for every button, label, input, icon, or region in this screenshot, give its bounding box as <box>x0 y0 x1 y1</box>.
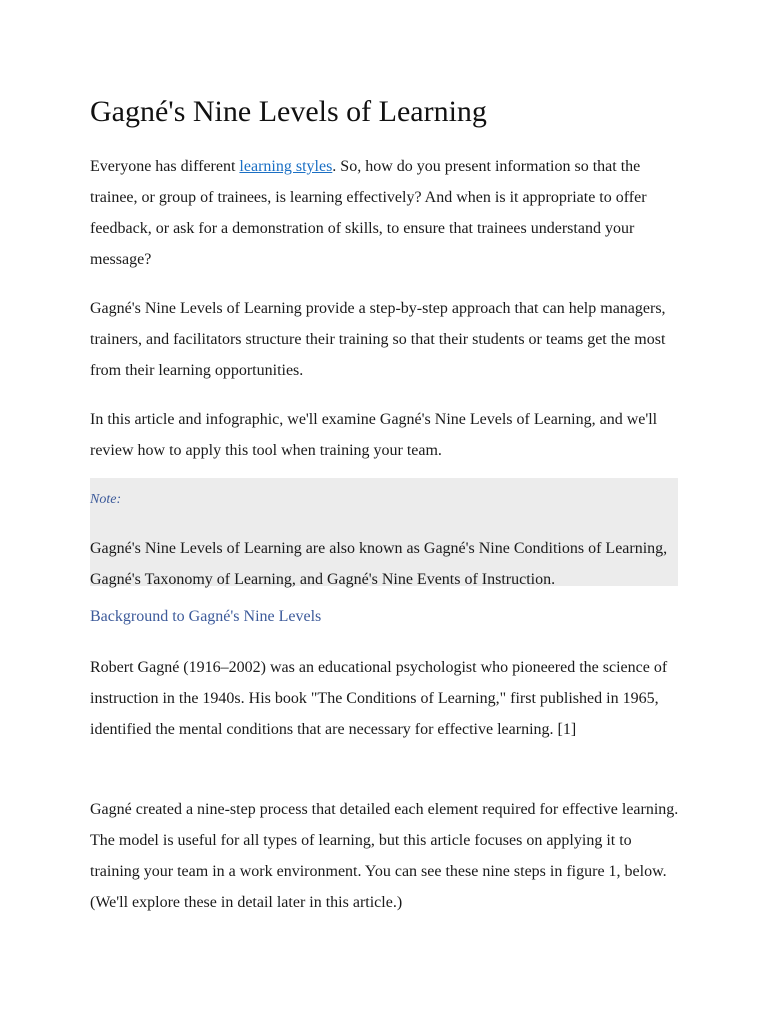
paragraph-nine-step-process: Gagné created a nine-step process that detailed each element required for effective learning. The model is useful for all types of learning, but this article focuses on applying it to training your team in a work environment. You can see these nine steps in figure 1, below. (We'll explore these in detail later in this article.) <box>90 801 679 911</box>
paragraph-article-scope: In this article and infographic, we'll examine Gagné's Nine Levels of Learning, and we'll review how to apply this tool when training your team. <box>90 411 658 459</box>
page-title: Gagné's Nine Levels of Learning <box>90 95 487 128</box>
learning-styles-link[interactable]: learning styles <box>239 158 333 175</box>
intro-paragraph <box>90 151 680 275</box>
intro-text-after-link: . So, how do you present information so that the trainee, or group of trainees, is learning effectively? And when is it appropriate to offer feedback, or ask for a demonstration of skills, to ensure that trainees understand your message? <box>90 158 647 268</box>
intro-text-before-link: Everyone has different <box>90 158 240 175</box>
section-heading-background: Background to Gagné's Nine Levels <box>90 608 322 625</box>
paragraph-overview: Gagné's Nine Levels of Learning provide a step-by-step approach that can help managers, trainers, and facilitators structure their training so that their students or teams get the most from their learning opportunities. <box>90 300 666 379</box>
note-text: Gagné's Nine Levels of Learning are also known as Gagné's Nine Conditions of Learning, Gagné's Taxonomy of Learning, and Gagné's Nine Events of Instruction. <box>90 540 668 588</box>
paragraph-robert-gagne: Robert Gagné (1916–2002) was an educational psychologist who pioneered the science of instruction in the 1940s. His book "The Conditions of Learning," first published in 1965, identified the mental conditions that are necessary for effective learning. [1] <box>90 659 668 738</box>
note-label: Note: <box>90 492 122 507</box>
